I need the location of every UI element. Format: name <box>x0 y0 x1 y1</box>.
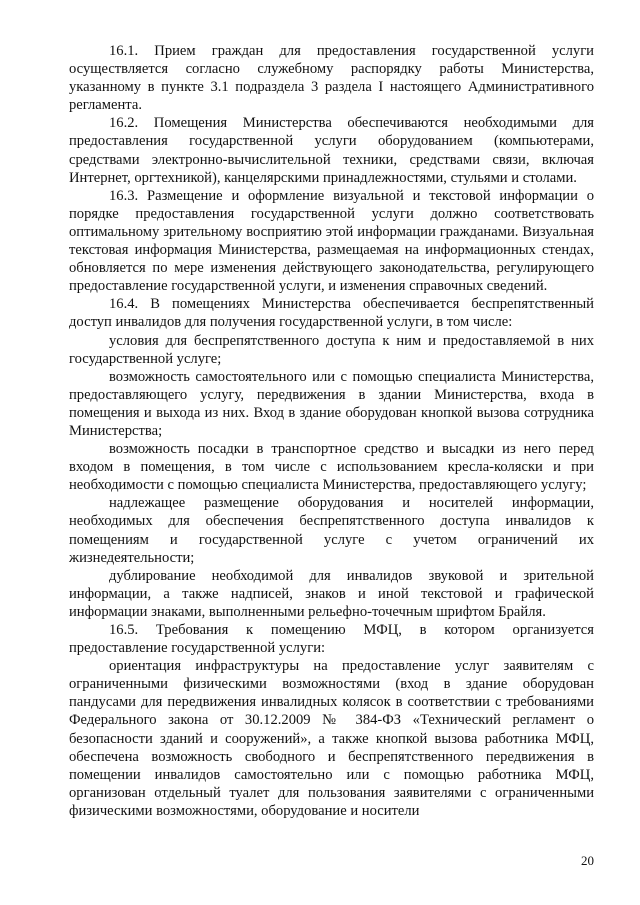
paragraph-16-1: 16.1. Прием граждан для предоставления государственной услуги осуществляется согласно служебному распорядку работы Министерства, указанному в пункте 3.1 подраздела 3 раздела I настоящего Административного регламента. <box>69 43 594 114</box>
list-item-access-conditions: условия для беспрепятственного доступа к ним и предоставляемой в них государственной услуге; <box>69 332 594 367</box>
list-item-movement: возможность самостоятельного или с помощью специалиста Министерства, предоставляющего услугу, передвижения в здании Министерства, входа в помещения и выхода из них. Вход в здание оборудован кнопкой вызова сотрудника Министерства; <box>69 368 594 439</box>
page-number: 20 <box>581 853 594 868</box>
paragraph-16-3: 16.3. Размещение и оформление визуальной и текстовой информации о порядке предоставления государственной услуги должно соответствовать оптимальному зрительному восприятию этой информации гражданами. Визуальная текстовая информация Министерства, размещаемая на информационных стендах, обновляется по мере изменения действующего законодательства, регулирующего предоставление государственной услуги, и изменения справочных сведений. <box>69 187 594 295</box>
paragraph-16-5: 16.5. Требования к помещению МФЦ, в котором организуется предоставление государственной услуги: <box>69 622 594 657</box>
list-item-transport: возможность посадки в транспортное средство и высадки из него перед входом в помещения, в том числе с использованием кресла-коляски и при необходимости с помощью специалиста Министерства, предоставляющего услугу; <box>69 441 594 494</box>
list-item-duplication: дублирование необходимой для инвалидов звуковой и зрительной информации, а также надписей, знаков и иной текстовой и графической информации знаками, выполненными рельефно-точечным шрифтом Брайля. <box>69 567 594 620</box>
list-item-equipment: надлежащее размещение оборудования и носителей информации, необходимых для обеспечения беспрепятственного доступа инвалидов к помещениям и государственной услуге с учетом ограничений их жизнедеятельности; <box>69 495 594 566</box>
list-item-infrastructure: ориентация инфраструктуры на предоставление услуг заявителям с ограниченными физическими возможностями (вход в здание оборудован пандусами для передвижения инвалидных колясок в соответствии с требованиями Федерального закона от 30.12.2009 № 384-ФЗ «Технический регламент о безопасности зданий и сооружений», а также кнопкой вызова работника МФЦ, обеспечена возможность свободного и беспрепятственного передвижения в помещении инвалидов самостоятельно или с помощью работника МФЦ, организован отдельный туалет для пользования заявителями с ограниченными физическими возможностями, оборудование и носители <box>69 658 594 819</box>
paragraph-16-4: 16.4. В помещениях Министерства обеспечивается беспрепятственный доступ инвалидов для получения государственной услуги, в том числе: <box>69 296 594 331</box>
paragraph-16-2: 16.2. Помещения Министерства обеспечиваются необходимыми для предоставления государственной услуги оборудованием (компьютерами, средствами электронно-вычислительной техники, средствами связи, включая Интернет, оргтехникой), канцелярскими принадлежностями, стульями и столами. <box>69 115 594 186</box>
